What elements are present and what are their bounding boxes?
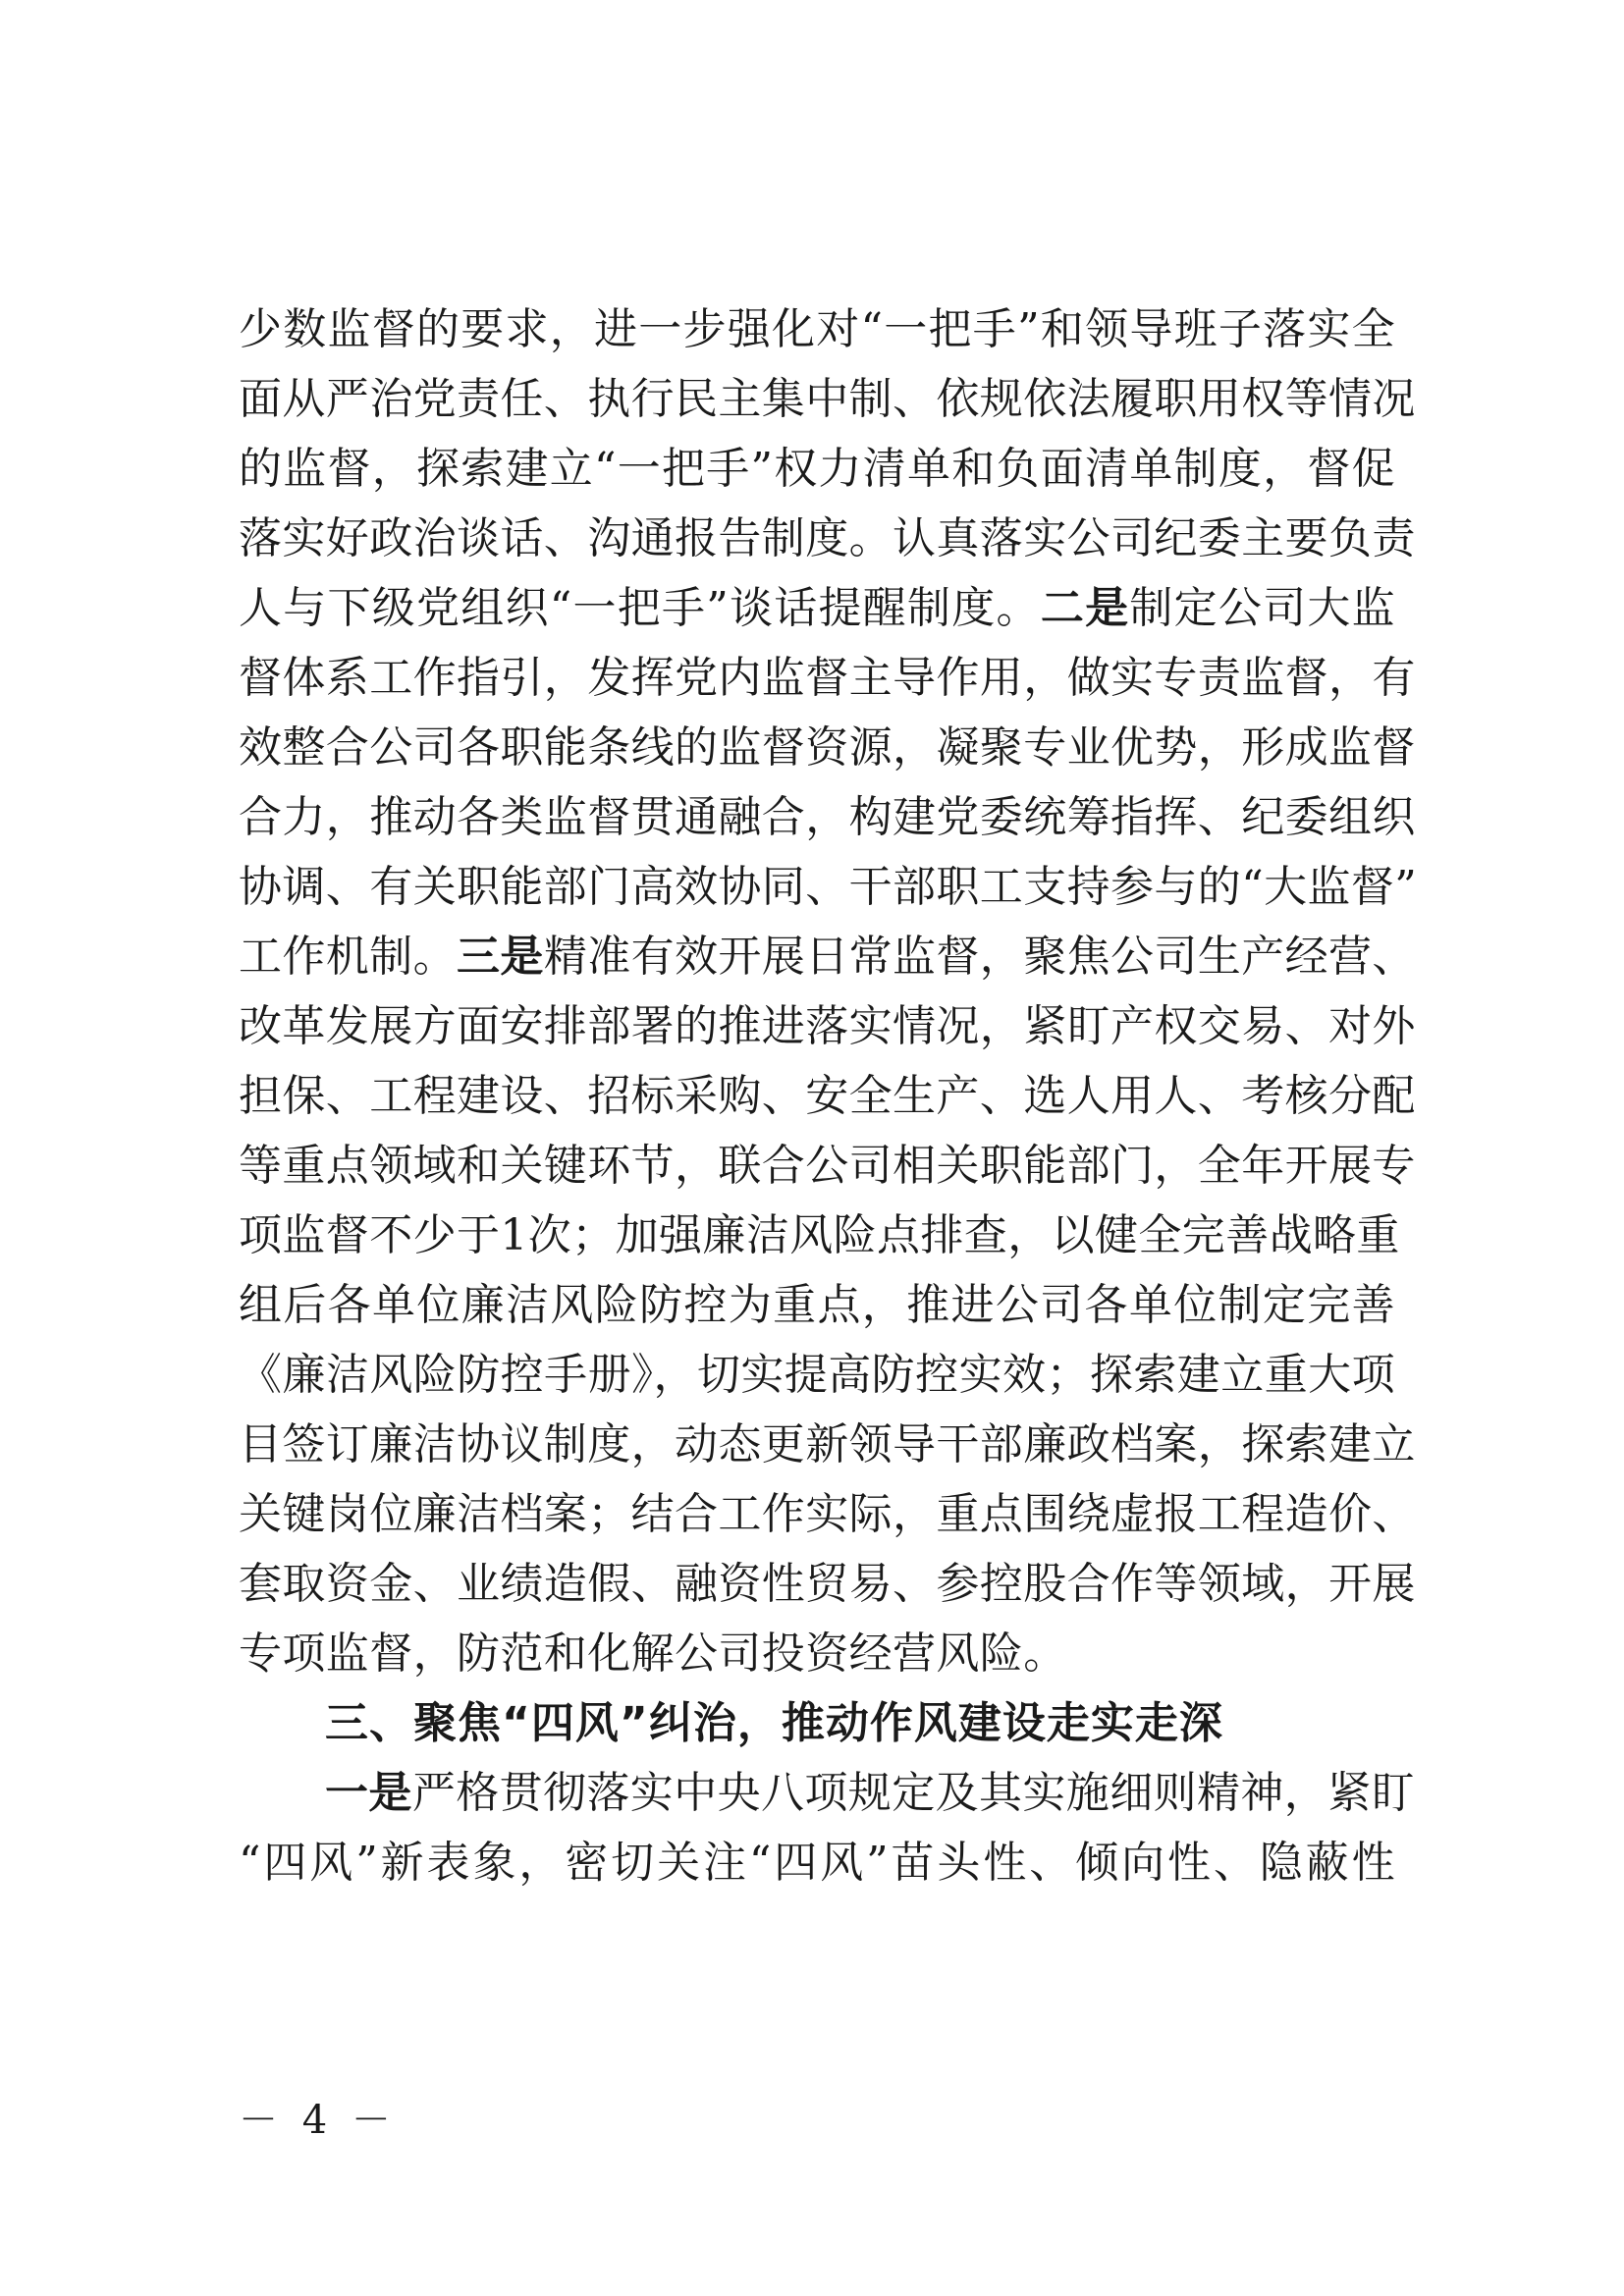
text-line: 落实好政治谈话、沟通报告制度。认真落实公司纪委主要负责 xyxy=(239,513,1416,563)
text-line: 面从严治党责任、执行民主集中制、依规依法履职用权等情况 xyxy=(239,374,1416,424)
text-line: 合力，推动各类监督贯通融合，构建党委统筹指挥、纪委组织 xyxy=(239,792,1416,842)
text-line: 改革发展方面安排部署的推进落实情况，紧盯产权交易、对外 xyxy=(239,1001,1416,1051)
text-line: 担保、工程建设、招标采购、安全生产、选人用人、考核分配 xyxy=(239,1071,1416,1121)
body-text xyxy=(239,294,1418,1897)
text-segment: 制定公司大监 xyxy=(1129,583,1395,633)
text-segment: 严格贯彻落实中央八项规定及其实施细则精神，紧盯 xyxy=(411,1768,1416,1818)
text-line: 效整合公司各职能条线的监督资源，凝聚专业优势，形成监督 xyxy=(239,722,1416,773)
text-segment: 人与下级党组织“一把手”谈话提醒制度。 xyxy=(239,583,1041,633)
page-number: － 4 － xyxy=(239,2098,397,2143)
text-line: 协调、有关职能部门高效协同、干部职工支持参与的“大监督” xyxy=(239,862,1418,912)
text-line: 等重点领域和关键环节，联合公司相关职能部门，全年开展专 xyxy=(239,1141,1416,1191)
text-line: “四风”新表象，密切关注“四风”苗头性、倾向性、隐蔽性 xyxy=(239,1838,1395,1888)
text-line: 少数监督的要求，进一步强化对“一把手”和领导班子落实全 xyxy=(239,304,1395,354)
text-line: 组后各单位廉洁风险防控为重点，推进公司各单位制定完善 xyxy=(239,1280,1395,1330)
emphasis-label: 三是 xyxy=(457,932,544,982)
text-line xyxy=(239,573,1395,643)
text-line: 目签订廉洁协议制度，动态更新领导干部廉政档案，探索建立 xyxy=(239,1419,1416,1469)
emphasis-label: 一是 xyxy=(325,1768,412,1818)
text-line: 督体系工作指引，发挥党内监督主导作用，做实专责监督，有 xyxy=(239,653,1416,703)
text-line: 套取资金、业绩造假、融资性贸易、参控股合作等领域，开展 xyxy=(239,1559,1416,1609)
section-heading: 三、聚焦“四风”纠治，推动作风建设走实走深 xyxy=(325,1698,1223,1748)
text-line: 关键岗位廉洁档案；结合工作实际，重点围绕虚报工程造价、 xyxy=(239,1489,1416,1539)
text-line: 专项监督，防范和化解公司投资经营风险。 xyxy=(239,1629,1067,1679)
text-segment: 精准有效开展日常监督，聚焦公司生产经营、 xyxy=(543,932,1416,982)
text-segment: 工作机制。 xyxy=(239,932,457,982)
text-line: 的监督，探索建立“一把手”权力清单和负面清单制度，督促 xyxy=(239,444,1395,494)
text-line xyxy=(239,1758,1416,1828)
text-line xyxy=(239,922,1416,991)
emphasis-label: 二是 xyxy=(1040,583,1130,633)
text-line: 《廉洁风险防控手册》，切实提高防控实效；探索建立重大项 xyxy=(239,1350,1395,1400)
text-line: 项监督不少于1次；加强廉洁风险点排查，以健全完善战略重 xyxy=(239,1210,1400,1260)
